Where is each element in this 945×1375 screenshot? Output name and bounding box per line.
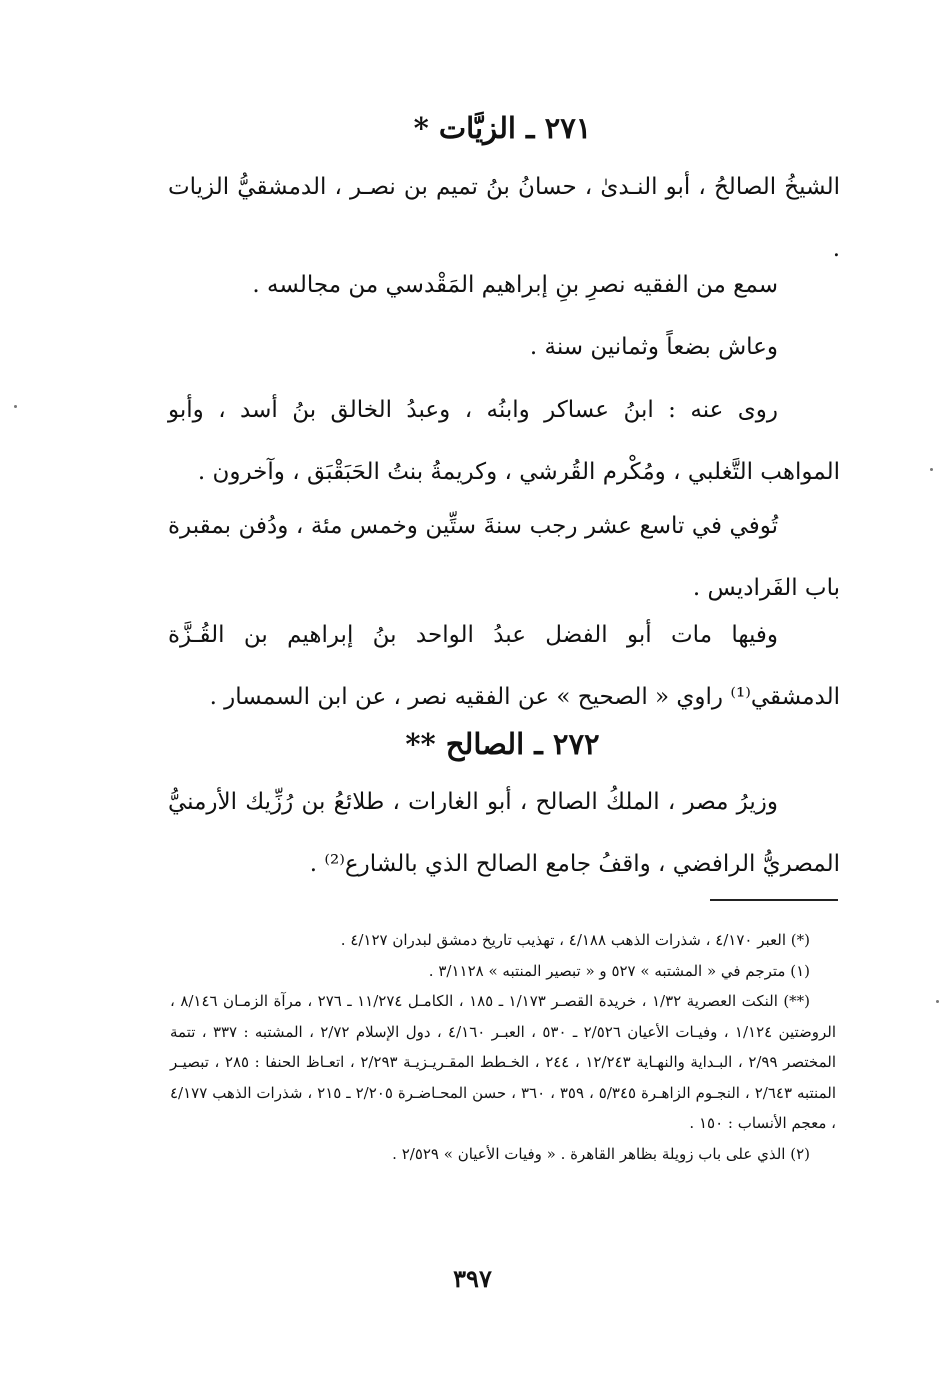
entry-272-title: ٢٧٢ ـ الصالح ** — [405, 727, 600, 761]
entry-271-paragraph-3: وعاش بضعاً وثمانين سنة . — [529, 334, 778, 360]
footnote-separator — [710, 899, 838, 901]
entry-271-title: ٢٧١ ـ الزيَّات * — [413, 111, 592, 145]
page-number: ٣٩٧ — [453, 1264, 492, 1293]
entry-272-paragraph-1: وزيرُ مصر ، الملكُ الصالح ، أبو الغارات ، طلائعُ بن رُزِّيك الأرمنيُّ المصريُّ الرافضي ، واقفُ جامع الصالح الذي بالشارع⁽²⁾ . — [168, 789, 840, 877]
footnote-star: (*) العبر ٤/١٧٠ ، شذرات الذهب ٤/١٨٨ ، تهذيب تاريخ دمشق لبدران ٤/١٢٧ . — [340, 931, 810, 949]
entry-271-paragraph-1: الشيخُ الصالحُ ، أبو النـدىٰ ، حسانُ بنُ تميم بن نصـر ، الدمشقيُّ الزيات . — [168, 174, 840, 262]
scan-speck — [930, 468, 933, 471]
entry-271-paragraph-5: تُوفي في تاسع عشر رجب سنةَ ستِّين وخمس مئة ، ودُفن بمقبرة باب الفَراديس . — [168, 513, 840, 601]
entry-271-paragraph-2: سمع من الفقيه نصرِ بنِ إبراهيم المَقْدسي من مجالسه . — [252, 272, 778, 298]
entry-271-paragraph-4: روى عنه : ابنُ عساكر وابنُه ، وعبدُ الخالق بنُ أسد ، وأبو المواهب التَّغلبي ، ومُكْرم القُرشي ، وكريمةُ بنتُ الحَبَقْبَق ، وآخرون . — [168, 397, 840, 485]
footnotes — [170, 925, 836, 1169]
entry-271-paragraph-6: وفيها مات أبو الفضل عبدُ الواحد بنُ إبراهيم بن القُـزَّة الدمشقي⁽¹⁾ راوي « الصحيح » عن الفقيه نصر ، عن ابن السمسار . — [168, 622, 840, 710]
footnote-double-star: (**) النكت العصرية ١/٣٢ ، خريدة القصـر ١/١٧٣ ـ ١٨٥ ، الكامـل ١١/٢٧٤ ـ ٢٧٦ ، مرآة الزمـان ٨/١٤٦ ، الروضتين ١/١٢٤ ، وفيـات الأعيان ٢/٥٢٦ ـ ٥٣٠ ، العبـر ٤/١٦٠ ، دول الإسلام ٢/٧٢ ، المشتبه : ٣٣٧ ، تتمة المختصر ٢/٩٩ ، البـداية والنهـاية ١٢/٢٤٣ ، ٢٤٤ ، الخـطط المقـريـزيـة ٢/٢٩٣ ، اتعـاظ الحنفا : ٢٨٥ ، تبصيـر المنتبه ٢/٦٤٣ ، النجـوم الزاهـرة ٥/٣٤٥ ، ٣٥٩ ، ٣٦٠ ، حسن المحـاضـرة ٢/٢٠٥ ـ ٢١٥ ، شذرات الذهب ٤/١٧٧ ، معجم الأنساب : ١٥٠ . — [170, 992, 837, 1132]
scan-speck — [14, 405, 17, 408]
footnote-2: (٢) الذي على باب زويلة بظاهر القاهرة . « وفيات الأعيان » ٢/٥٢٩ . — [392, 1144, 810, 1163]
footnote-1: (١) مترجم في « المشتبه » ٥٢٧ و « تبصير المنتبه » ٣/١١٢٨ . — [428, 961, 810, 980]
scan-speck — [936, 1000, 939, 1003]
